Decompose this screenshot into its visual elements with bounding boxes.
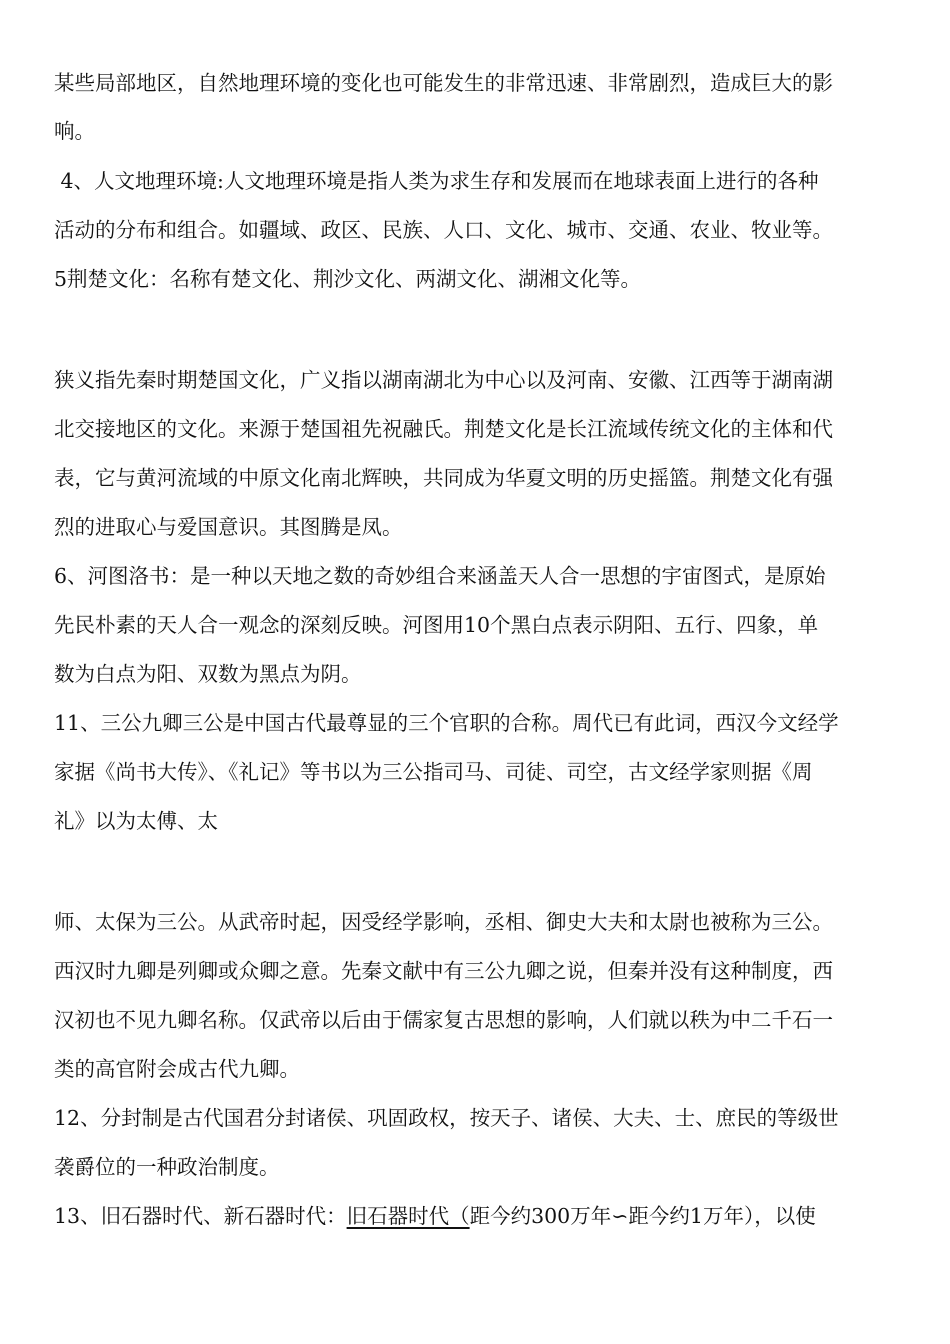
text-line-last (54, 1201, 914, 1231)
text-line: 类的高官附会成古代九卿。 (54, 1057, 300, 1081)
text-line: 北交接地区的文化。来源于楚国祖先祝融氏。荆楚文化是长江流域传统文化的主体和代 (54, 417, 833, 441)
text-line: 先民朴素的天人合一观念的深刻反映。河图用10个黑白点表示阴阳、五行、四象，单 (54, 613, 819, 637)
text-line: 袭爵位的一种政治制度。 (54, 1155, 280, 1179)
text-line: 活动的分布和组合。如疆域、政区、民族、人口、文化、城市、交通、农业、牧业等。 (54, 218, 833, 242)
text-line: 11、三公九卿三公是中国古代最尊显的三个官职的合称。周代已有此词，西汉今文经学 (54, 711, 839, 735)
text-line: 6、河图洛书：是一种以天地之数的奇妙组合来涵盖天人合一思想的宇宙图式，是原始 (54, 564, 826, 588)
text-line: 烈的进取心与爱国意识。其图腾是凤。 (54, 515, 403, 539)
text-line: 12、分封制是古代国君分封诸侯、巩固政权，按天子、诸侯、大夫、士、庶民的等级世 (54, 1106, 839, 1130)
text-line: 西汉时九卿是列卿或众卿之意。先秦文献中有三公九卿之说，但秦并没有这种制度，西 (54, 959, 833, 983)
text-line: 4、人文地理环境:人文地理环境是指人类为求生存和发展而在地球表面上进行的各种 (54, 169, 819, 193)
text-line: 汉初也不见九卿名称。仅武帝以后由于儒家复古思想的影响，人们就以秩为中二千石一 (54, 1008, 833, 1032)
text-line: 师、太保为三公。从武帝时起，因受经学影响，丞相、御史大夫和太尉也被称为三公。 (54, 910, 833, 934)
text-line: 某些局部地区，自然地理环境的变化也可能发生的非常迅速、非常剧烈，造成巨大的影 (54, 71, 833, 95)
text-line: 狭义指先秦时期楚国文化，广义指以湖南湖北为中心以及河南、安徽、江西等于湖南湖 (54, 368, 833, 392)
line-suffix: 距今约300万年∽距今约1万年），以使 (469, 1204, 816, 1228)
text-line: 礼》以为太傅、太 (54, 809, 218, 833)
text-line: 5荆楚文化：名称有楚文化、荆沙文化、两湖文化、湖湘文化等。 (54, 267, 642, 291)
line-prefix: 13、旧石器时代、新石器时代： (54, 1204, 347, 1228)
text-line: 表，它与黄河流域的中原文化南北辉映，共同成为华夏文明的历史摇篮。荆楚文化有强 (54, 466, 833, 490)
text-line: 数为白点为阳、双数为黑点为阴。 (54, 662, 362, 686)
underlined-term: 旧石器时代（ (346, 1204, 470, 1228)
text-line: 响。 (54, 119, 95, 143)
text-line: 家据《尚书大传》、《礼记》等书以为三公指司马、司徒、司空，古文经学家则据《周 (54, 760, 813, 784)
